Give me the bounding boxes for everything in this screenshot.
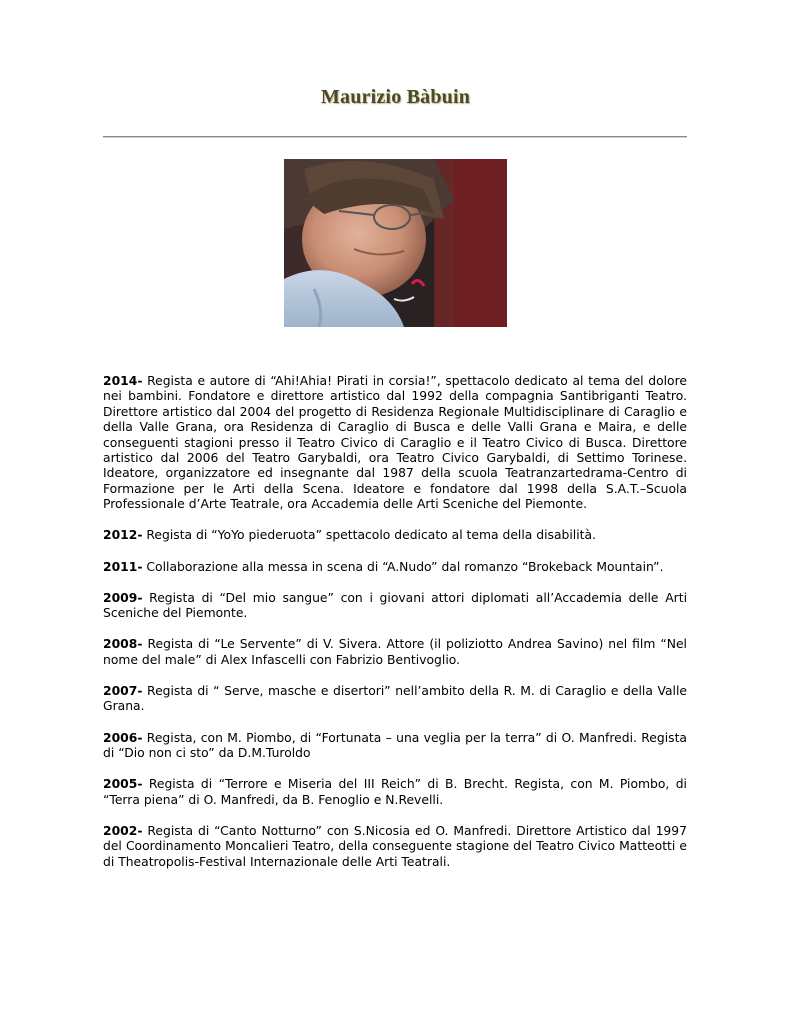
bio-entry-2008 [103, 637, 687, 668]
entry-text: Regista di “Canto Notturno” con S.Nicosia ed O. Manfredi. Direttore Artistico dal 1997 del Coordinamento Moncalieri Teatro, della conseguente stagione del Teatro Civico Matteotti e di Theatropolis-Festival Internazionale delle Arti Teatrali. [103, 823, 687, 869]
entry-year: 2012- [103, 528, 143, 543]
entry-text: Regista di “Terrore e Miseria del III Reich” di B. Brecht. Regista, con M. Piombo, di “Terra piena” di O. Manfredi, da B. Fenoglio e N.Revelli. [103, 777, 687, 807]
bio-entry-2014 [103, 374, 687, 513]
entry-text: Regista di “ Serve, masche e disertori” nell’ambito della R. M. di Caraglio e della Valle Grana. [103, 684, 687, 714]
entry-year: 2008- [103, 637, 143, 652]
bio-entry-2012 [103, 528, 687, 543]
entry-text: Regista di “Del mio sangue” con i giovani attori diplomati all’Accademia delle Arti Sceniche del Piemonte. [103, 590, 687, 621]
entry-year: 2011- [103, 559, 143, 574]
entry-year: 2006- [103, 730, 143, 745]
portrait-photo [284, 159, 507, 327]
entry-text: Regista, con M. Piombo, di “Fortunata – una veglia per la terra” di O. Manfredi. Regista di “Dio non ci sto” da D.M.Turoldo [103, 730, 687, 761]
bio-entry-2011 [103, 560, 687, 575]
entry-text: Collaborazione alla messa in scena di “A.Nudo” dal romanzo “Brokeback Mountain”. [142, 559, 664, 574]
entry-text: Regista di “YoYo piederuota” spettacolo dedicato al tema della disabilità. [142, 528, 596, 543]
bio-entry-2007 [103, 684, 687, 715]
entry-year: 2002- [103, 823, 143, 838]
entry-year: 2009- [103, 590, 143, 605]
title-divider [103, 136, 687, 138]
biography [103, 374, 687, 886]
bio-entry-2005 [103, 777, 687, 808]
bio-entry-2002 [103, 824, 687, 870]
entry-year: 2014- [103, 374, 143, 388]
entry-year: 2007- [103, 684, 143, 699]
bio-entry-2006 [103, 731, 687, 762]
bio-entry-2009 [103, 591, 687, 622]
entry-text: Regista di “Le Servente” di V. Sivera. Attore (il poliziotto Andrea Savino) nel film “Nel nome del male” di Alex Infascelli con Fabrizio Bentivoglio. [103, 637, 687, 667]
entry-text: Regista e autore di “Ahi!Ahia! Pirati in corsia!”, spettacolo dedicato al tema del dolore nei bambini. Fondatore e direttore artistico dal 1992 della compagnia Santibriganti Teatro. Direttore artistico dal 2004 del progetto di Residenza Regionale Multidisciplinare di Caraglio e della Valle Grana, ora Residenza di Caraglio di Busca e delle Valli Grana e Maira, e delle conseguenti stagioni presso il Teatro Civico di Caraglio e il Teatro Civico di Busca. Direttore artistico dal 2006 del Teatro Garybaldi, ora Teatro Civico Garybaldi, di Settimo Torinese. Ideatore, organizzatore ed insegnante dal 1987 della scuola Teatranzartedrama-Centro di Formazione per le Arti della Scena. Ideatore e fondatore dal 1998 della S.A.T.–Scuola Professionale d’Arte Teatrale, ora Accademia delle Arti Sceniche del Piemonte. [103, 374, 687, 512]
entry-year: 2005- [103, 777, 143, 792]
page-title: Maurizio Bàbuin [320, 86, 471, 108]
